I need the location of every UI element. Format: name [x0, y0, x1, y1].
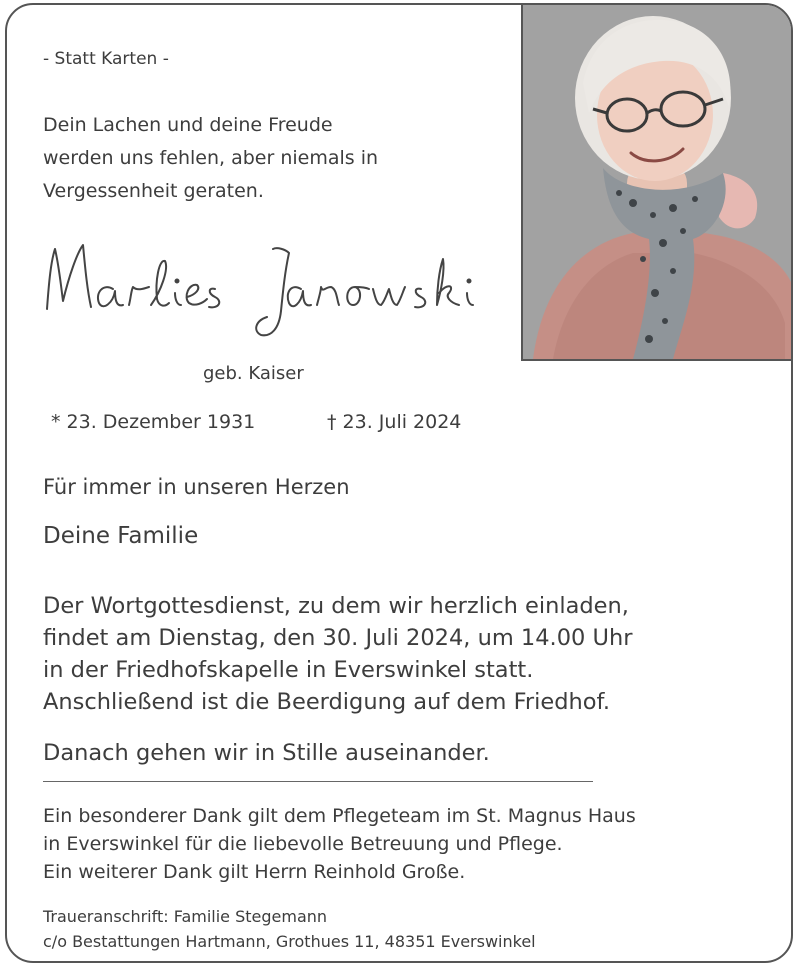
statt-karten-text: - Statt Karten - [43, 49, 169, 69]
birth-name-text: geb. Kaiser [203, 363, 304, 384]
motto-text: Dein Lachen und deine Freude werden uns fehlen, aber niemals in Vergessenheit geraten. [43, 114, 379, 202]
birth-date-text: * 23. Dezember 1931 [51, 411, 256, 433]
thanks-text: Ein besonderer Dank gilt dem Pflegeteam im St. Magnus Haus in Everswinkel für die liebevolle Betreuung und Pflege. Ein weiterer Dank gilt Herrn Reinhold Große. [43, 805, 636, 883]
service-announcement-text: Der Wortgottesdienst, zu dem wir herzlich einladen, findet am Dienstag, den 30. Juli 2024, um 14.00 Uhr in der Friedhofskapelle in Everswinkel statt. Anschließend ist die Beerdigung auf dem Friedhof. [43, 593, 633, 715]
death-date-text: † 23. Juli 2024 [327, 411, 462, 433]
silence-text: Danach gehen wir in Stille auseinander. [43, 740, 490, 766]
name-signature [39, 231, 509, 351]
address-text: Traueranschrift: Familie Stegemann c/o Bestattungen Hartmann, Grothues 11, 48351 Everswinkel [43, 907, 536, 951]
forever-text: Für immer in unseren Herzen [43, 475, 350, 499]
divider-line [43, 781, 593, 782]
family-signature-text: Deine Familie [43, 523, 199, 549]
portrait-illustration [523, 3, 793, 359]
obituary-card [5, 3, 793, 963]
portrait-photo [521, 3, 793, 361]
